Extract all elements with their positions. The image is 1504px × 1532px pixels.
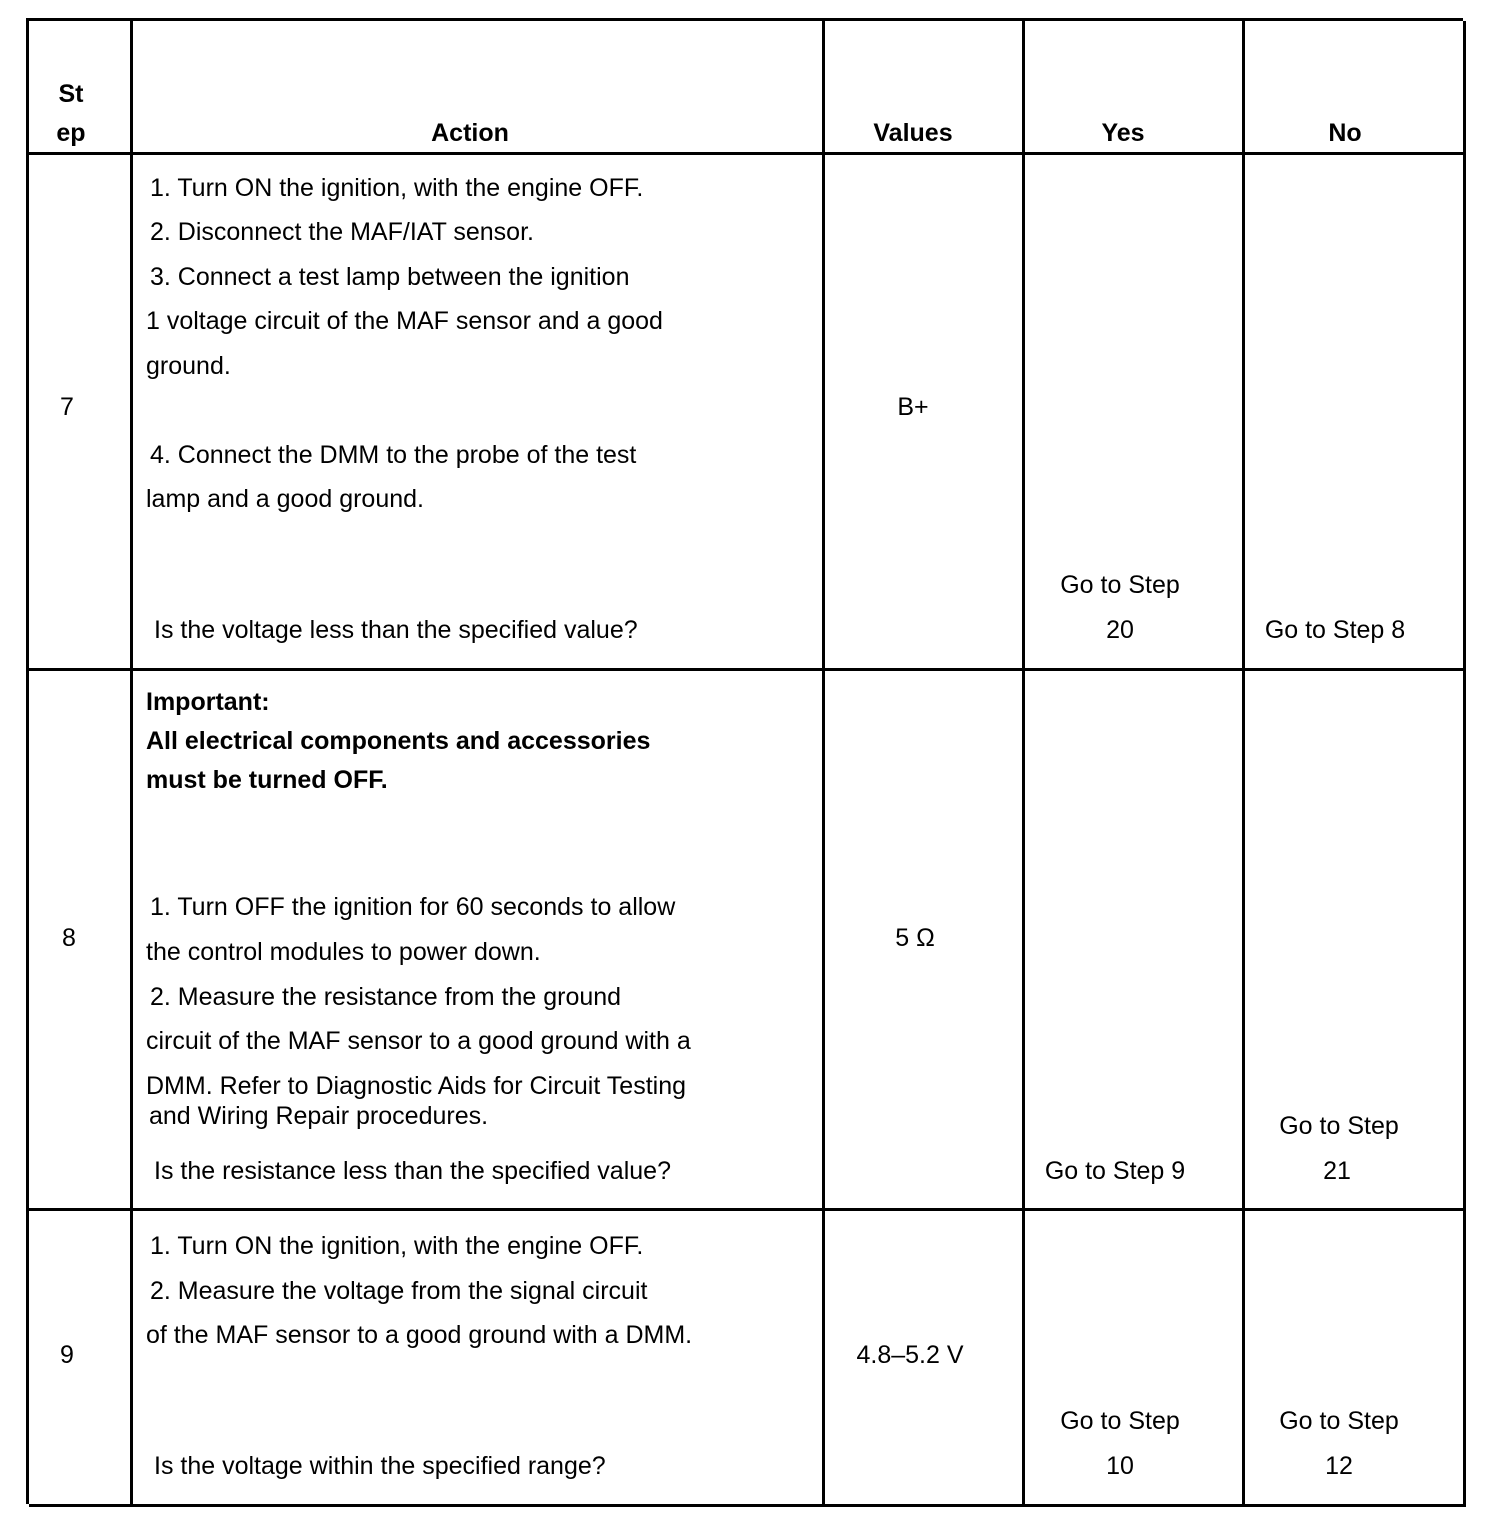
action-line: 4. Connect the DMM to the probe of the test bbox=[150, 441, 637, 469]
no-9-cell bbox=[1245, 1211, 1466, 1507]
header-action: Action bbox=[431, 119, 509, 147]
action-line: DMM. Refer to Diagnostic Aids for Circuit Testing bbox=[146, 1072, 687, 1100]
action-line: 1 voltage circuit of the MAF sensor and a good bbox=[146, 307, 663, 335]
action-line: 2. Measure the resistance from the ground bbox=[150, 983, 622, 1011]
action-line: and Wiring Repair procedures. bbox=[149, 1102, 489, 1130]
yes-destination: Go to Step bbox=[1060, 1407, 1180, 1435]
yes-9-cell bbox=[1025, 1211, 1245, 1507]
action-line: ground. bbox=[146, 352, 231, 380]
action-line: 1. Turn ON the ignition, with the engine OFF. bbox=[150, 1232, 644, 1260]
step-7-cell bbox=[29, 155, 133, 671]
action-line: 3. Connect a test lamp between the ignition bbox=[150, 263, 630, 291]
step-number: 8 bbox=[62, 924, 76, 952]
important-line: must be turned OFF. bbox=[146, 766, 388, 794]
yes-destination: 10 bbox=[1106, 1452, 1134, 1480]
question: Is the voltage within the specified range? bbox=[154, 1452, 606, 1480]
header-values: Values bbox=[873, 119, 953, 147]
question: Is the voltage less than the specified value? bbox=[154, 616, 638, 644]
step-number: 7 bbox=[60, 393, 74, 421]
header-no: No bbox=[1328, 119, 1362, 147]
no-destination: 21 bbox=[1323, 1157, 1351, 1185]
action-line: circuit of the MAF sensor to a good ground with a bbox=[146, 1027, 691, 1055]
no-destination: Go to Step bbox=[1279, 1407, 1399, 1435]
header-step-line1: St bbox=[58, 80, 84, 108]
value: 5 Ω bbox=[895, 924, 935, 952]
important-label: Important: bbox=[146, 688, 270, 716]
action-line: 2. Disconnect the MAF/IAT sensor. bbox=[150, 218, 534, 246]
action-line: lamp and a good ground. bbox=[146, 485, 424, 513]
yes-destination: Go to Step bbox=[1060, 571, 1180, 599]
question: Is the resistance less than the specified value? bbox=[154, 1157, 671, 1185]
value: B+ bbox=[897, 393, 929, 421]
yes-8-cell bbox=[1025, 671, 1245, 1211]
action-line: 1. Turn ON the ignition, with the engine OFF. bbox=[150, 174, 644, 202]
no-destination: Go to Step 8 bbox=[1264, 616, 1406, 644]
step-8-cell bbox=[29, 671, 133, 1211]
no-destination: Go to Step bbox=[1279, 1112, 1399, 1140]
no-destination: 12 bbox=[1325, 1452, 1353, 1480]
header-step-line2: ep bbox=[56, 119, 86, 147]
header-yes: Yes bbox=[1101, 119, 1145, 147]
important-line: All electrical components and accessories bbox=[146, 727, 651, 755]
action-line: 1. Turn OFF the ignition for 60 seconds to allow bbox=[150, 893, 676, 921]
action-line: 2. Measure the voltage from the signal circuit bbox=[150, 1277, 648, 1305]
yes-destination: Go to Step 9 bbox=[1044, 1157, 1186, 1185]
step-9-cell bbox=[29, 1211, 133, 1507]
no-7-cell bbox=[1245, 155, 1466, 671]
yes-destination: 20 bbox=[1106, 616, 1134, 644]
action-line: of the MAF sensor to a good ground with a DMM. bbox=[146, 1321, 693, 1349]
value: 4.8–5.2 V bbox=[856, 1341, 964, 1369]
action-line: the control modules to power down. bbox=[146, 938, 541, 966]
step-number: 9 bbox=[60, 1341, 74, 1369]
